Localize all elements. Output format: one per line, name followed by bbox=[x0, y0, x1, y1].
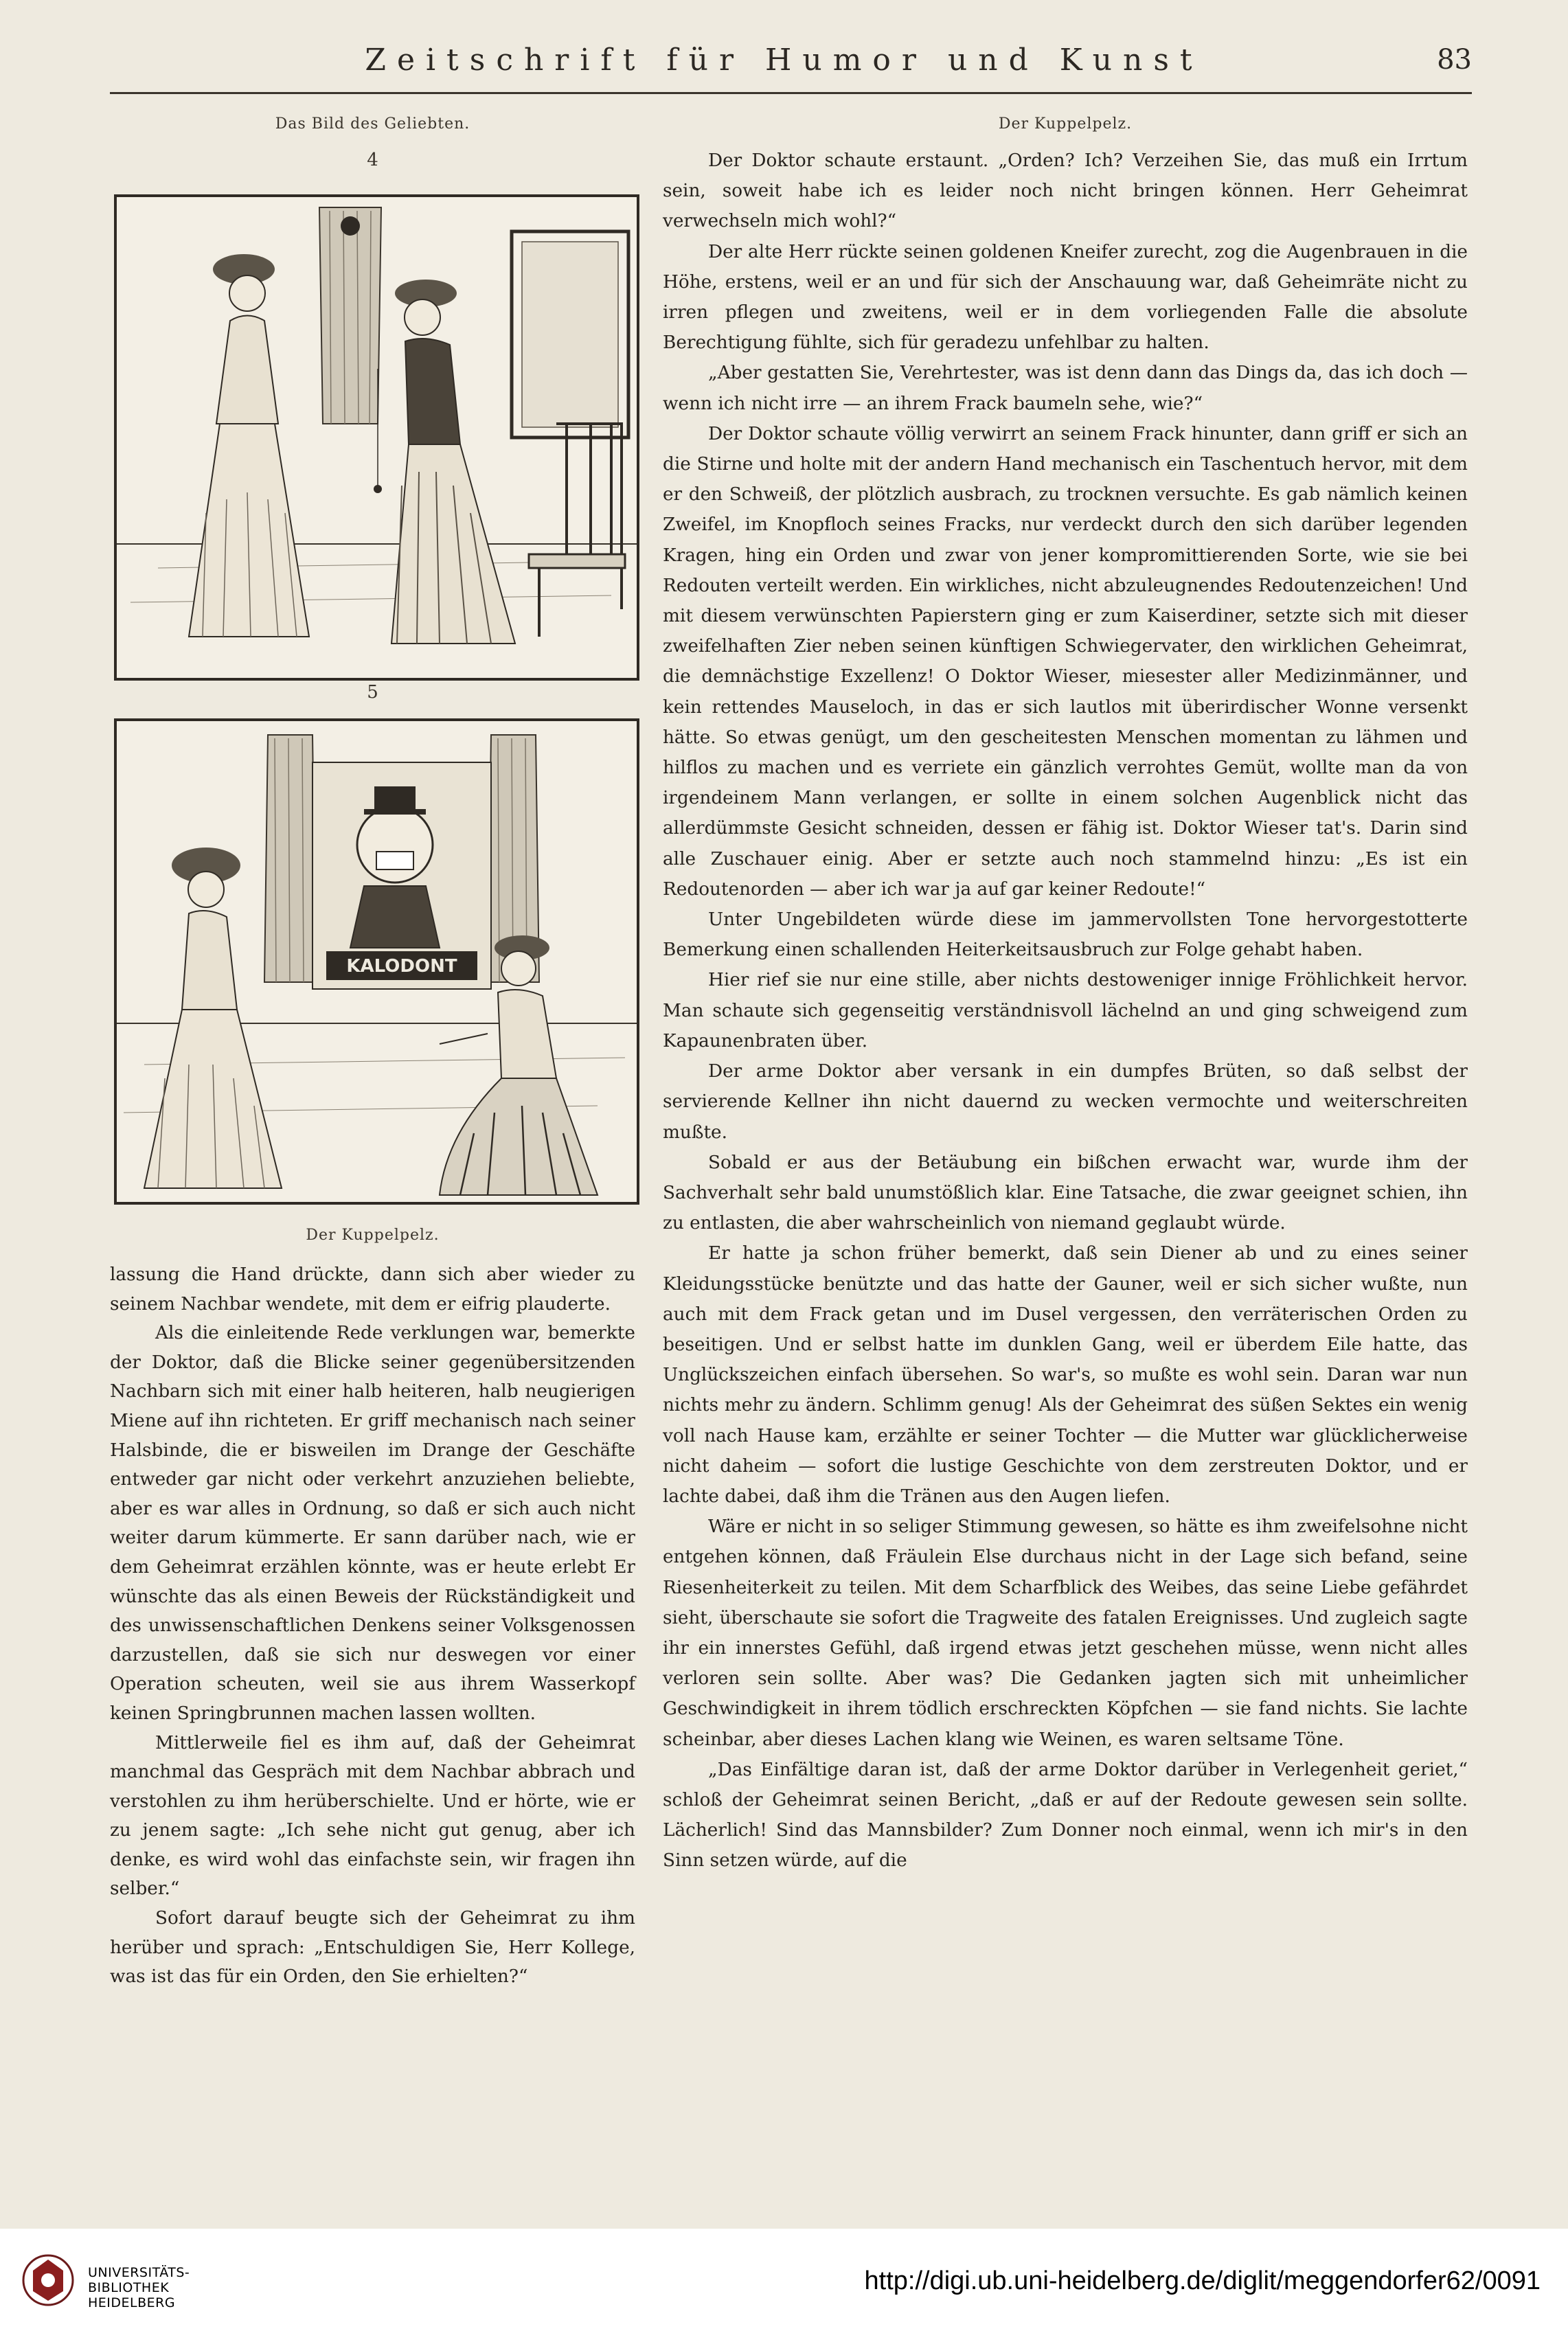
page-header-title: Zeitschrift für Humor und Kunst bbox=[365, 43, 1203, 78]
illustration-5-drawing bbox=[117, 721, 637, 1202]
left-paragraph-4: Sofort darauf beugte sich der Geheimrat zu ihm herüber und sprach: „Entschuldigen Sie, Herr Kollege, was ist das für ein Orden, den Sie erhielten?“ bbox=[110, 1908, 635, 1988]
library-name bbox=[88, 2265, 190, 2310]
library-name-line-3: HEIDELBERG bbox=[88, 2295, 176, 2310]
poster-banner-text: KALODONT bbox=[346, 956, 457, 977]
illustration-4-drawing bbox=[117, 197, 637, 678]
left-paragraph-3: Mittlerweile fiel es ihm auf, daß der Geheimrat manchmal das Gespräch mit dem Nachbar abbrach und verstohlen zu ihm herüberschielte. Und er hörte, wie er zu jenem sagte: „Ich sehe nicht gut genug, aber ich denke, es wird wohl das einfachste sein, wir fragen ihn selber.“ bbox=[110, 1732, 635, 1900]
right-caption-top: Der Kuppelpelz. bbox=[998, 115, 1133, 133]
source-url-link[interactable]: http://digi.ub.uni-heidelberg.de/diglit/meggendorfer62/0091 bbox=[864, 2266, 1541, 2295]
right-paragraph-5: Unter Ungebildeten würde diese im jammervollsten Tone hervorgestotterte Bemerkung einen schallenden Heiterkeitsausbruch zur Folge gehabt haben. bbox=[663, 909, 1468, 961]
left-caption-bottom: Der Kuppelpelz. bbox=[306, 1227, 440, 1244]
university-logo-icon bbox=[21, 2253, 76, 2308]
left-text-column bbox=[110, 1260, 635, 1992]
right-paragraph-11: „Das Einfältige daran ist, daß der arme Doktor darüber in Verlegenheit geriet,“ schloß der Geheimrat seinen Bericht, „daß er auf der Redoute gewesen sein sollte. Lächerlich! Sind das Mannsbilder? Zum Donner noch einmal, wenn ich mir's in den Sinn setzen würde, auf die bbox=[663, 1759, 1468, 1872]
right-paragraph-9: Er hatte ja schon früher bemerkt, daß sein Diener ab und zu eines seiner Kleidungsstücke benützte und das hatte der Gauner, weil er sich sicher wußte, nun auch mit dem Frack getan und im Dusel vergessen, den verräterischen Orden zu beseitigen. Und er selbst hatte im dunklen Gang, weil er überdem Eile hatte, das Unglückszeichen einfach übersehen. So war's, so mußte es wohl sein. Daran war nun nichts mehr zu ändern. Schlimm genug! Als der Geheimrat des süßen Sektes ein wenig voll nach Hause kam, erzählte er seiner Tochter — die Mutter war glücklicherweise nicht daheim — sofort die lustige Geschichte von dem zerstreuten Doktor, und er lachte dabei, daß ihm die Tränen aus den Augen liefen. bbox=[663, 1243, 1468, 1507]
right-text-column bbox=[663, 146, 1468, 1876]
page-number: 83 bbox=[1437, 44, 1472, 76]
right-paragraph-7: Der arme Doktor aber versank in ein dumpfes Brüten, so daß selbst der servierende Kellner ihn nicht dauernd zu wecken vermochte und weiterschreiten mußte. bbox=[663, 1061, 1468, 1143]
right-paragraph-4: Der Doktor schaute völlig verwirrt an seinem Frack hinunter, dann griff er sich an die Stirne und holte mit der andern Hand mechanisch ein Taschentuch hervor, mit dem er den Schweiß, der plötzlich ausbrach, zu trocknen versuchte. Es gab nämlich keinen Zweifel, im Knopfloch seines Fracks, nur verdeckt durch den sich darüber legenden Kragen, hing ein Orden und zwar von jener kompromittierenden Sorte, wie sie bei Redouten verteilt werden. Ein wirkliches, nicht abzuleugnendes Redoutenzeichen! Und mit diesem verwünschten Papierstern ging er zum Kaiserdiner, setzte sich mit dieser zweifelhaften Zier neben seinen künftigen Schwiegervater, den wirklichen Geheimrat, die demnächstige Exzellenz! O Doktor Wieser, miesester aller Medizinmänner, und kein rettendes Mauseloch, in das er sich lautlos mit überirdischer Wonne versenkt hätte. So etwas genügt, um den gescheitesten Menschen momentan zu lähmen und hilflos zu machen und es verriete ein gänzlich verrohtes Gemüt, wollte man da von irgendeinem Mann verlangen, er sollte in einem solchen Augenblick nicht das allerdümmste Gesicht schneiden, dessen er fähig ist. Doktor Wieser tat's. Darin sind alle Zuschauer einig. Aber er setzte auch noch stammelnd hinzu: „Es ist ein Redoutenorden — aber ich war ja auf gar keiner Redoute!“ bbox=[663, 423, 1468, 900]
right-paragraph-6: Hier rief sie nur eine stille, aber nichts destoweniger innige Fröhlichkeit hervor. Man schaute sich gegenseitig verständnisvoll lächelnd an und ging schweigend zum Kapaunenbraten über. bbox=[663, 970, 1468, 1051]
right-paragraph-3: „Aber gestatten Sie, Verehrtester, was ist denn dann das Dings da, das ich doch — wenn ich nicht irre — an ihrem Frack baumeln sehe, wie?“ bbox=[663, 363, 1468, 414]
left-paragraph-1: lassung die Hand drückte, dann sich aber wieder zu seinem Nachbar wendete, mit dem er eifrig plauderte. bbox=[110, 1264, 635, 1315]
figure-4-number: 4 bbox=[367, 150, 378, 170]
header-rule bbox=[110, 92, 1472, 94]
right-paragraph-2: Der alte Herr rückte seinen goldenen Kneifer zurecht, zog die Augenbrauen in die Höhe, erstens, weil er an und für sich der Anschauung war, daß Geheimräte nicht zu irren pflegen und zweitens, weil er in dem vorliegenden Falle die absolute Berechtigung fühlte, sich für geradezu unfehlbar zu halten. bbox=[663, 241, 1468, 354]
library-name-line-2: BIBLIOTHEK bbox=[88, 2280, 170, 2295]
figure-5-number: 5 bbox=[367, 682, 378, 703]
right-paragraph-1: Der Doktor schaute erstaunt. „Orden? Ich? Verzeihen Sie, das muß ein Irrtum sein, soweit habe ich es leider noch nicht bringen können. Herr Geheimrat verwechseln mich wohl?“ bbox=[663, 150, 1468, 232]
illustration-4 bbox=[114, 194, 639, 681]
right-paragraph-8: Sobald er aus der Betäubung ein bißchen erwacht war, wurde ihm der Sachverhalt sehr bald unumstößlich klar. Eine Tatsache, die zwar geeignet schien, ihn zu entlasten, die aber wahrscheinlich von niemand geglaubt würde. bbox=[663, 1152, 1468, 1234]
illustration-5 bbox=[114, 718, 639, 1205]
left-caption-top: Das Bild des Geliebten. bbox=[275, 115, 470, 133]
left-paragraph-2: Als die einleitende Rede verklungen war, bemerkte der Doktor, daß die Blicke seiner gegenübersitzenden Nachbarn sich mit einer halb heiteren, halb neugierigen Miene auf ihn richteten. Er griff mechanisch nach seiner Halsbinde, die er bisweilen im Drange der Geschäfte entweder gar nicht oder verkehrt anzuziehen beliebte, aber es war alles in Ordnung, so daß er sich auch nicht weiter darum kümmerte. Er sann darüber nach, wie er dem Geheimrat erzählen könnte, was er heute erlebt Er wünschte das als einen Beweis der Rückständigkeit und des unwissenschaftlichen Denkens seiner Volksgenossen darzustellen, daß sie sich nur deswegen vor einer Operation scheuten, weil sie aus ihrem Wasserkopf keinen Springbrunnen machen lassen wollten. bbox=[110, 1323, 635, 1724]
right-paragraph-10: Wäre er nicht in so seliger Stimmung gewesen, so hätte es ihm zweifelsohne nicht entgehen können, daß Fräulein Else durchaus nicht in der Lage sich befand, seine Riesenheiterkeit zu teilen. Mit dem Scharfblick des Weibes, das seine Liebe gefährdet sieht, überschaute sie sofort die Tragweite des fatalen Ereignisses. Und zugleich sagte ihr ein innerstes Gefühl, daß irgend etwas jetzt geschehen müsse, wenn nicht alles verloren sein sollte. Aber was? Die Gedanken jagten sich mit unheimlicher Geschwindigkeit in ihrem tödlich erschreckten Köpfchen — sie fand nichts. Sie lachte scheinbar, aber dieses Lachen klang wie Weinen, es waren seltsame Töne. bbox=[663, 1516, 1468, 1750]
library-name-line-1: UNIVERSITÄTS- bbox=[88, 2265, 190, 2280]
